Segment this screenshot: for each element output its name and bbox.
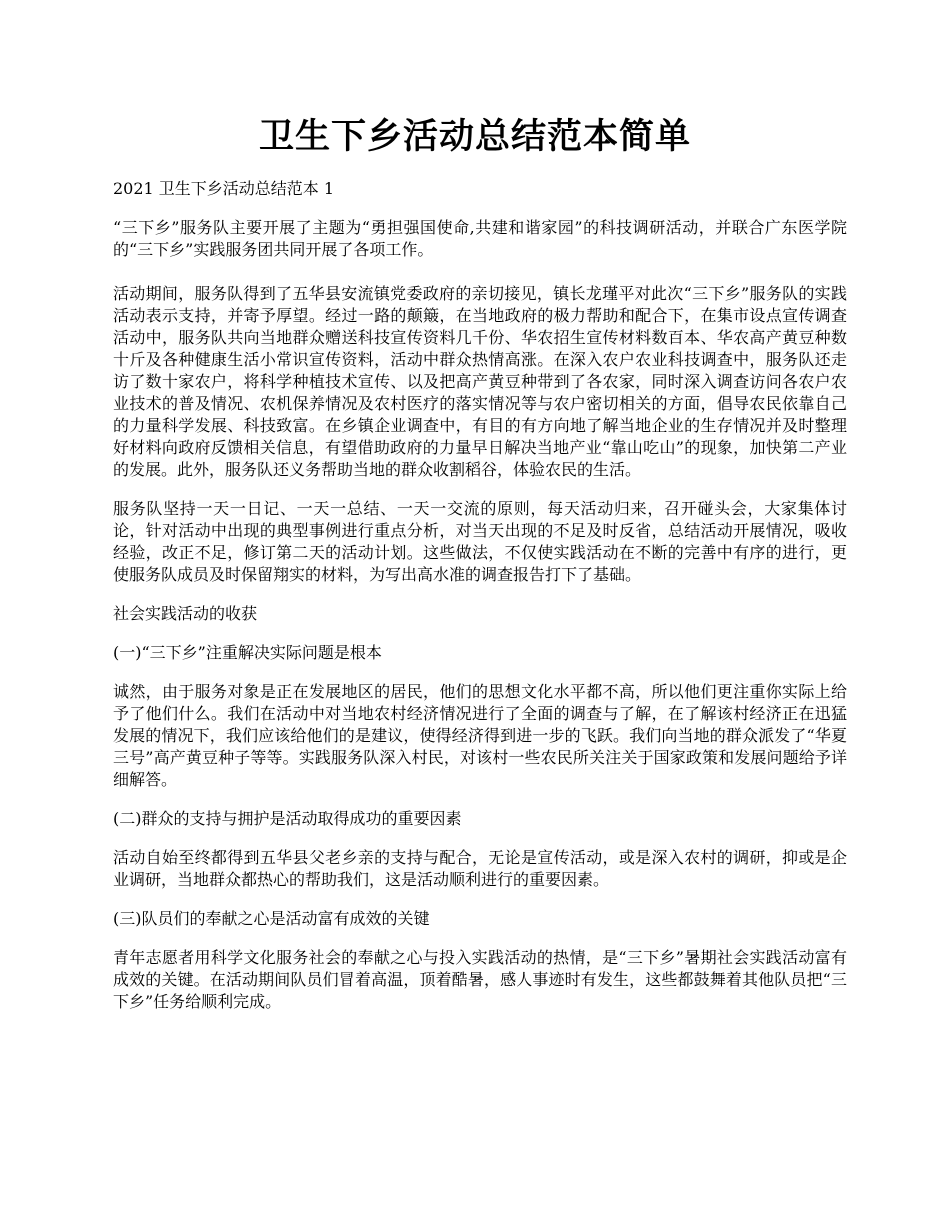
document-subtitle: 2021 卫生下乡活动总结范本 1 — [113, 179, 335, 198]
subsection-heading-2: (二)群众的支持与拥护是活动取得成功的重要因素 — [113, 809, 462, 828]
paragraph-activities: 活动期间，服务队得到了五华县安流镇党委政府的亲切接见，镇长龙瑾平对此次“三下乡”服务队的实践活动表示支持，并寄予厚望。经过一路的颠簸，在当地政府的极力帮助和配合下，在集市设点宣传调查活动中，服务队共向当地群众赠送科技宣传资料几千份、华农招生宣传材料数百本、华农高产黄豆种数十斤及各种健康生活小常识宣传资料，活动中群众热情高涨。在深入农户农业科技调查中，服务队还走访了数十家农户，将科学种植技术宣传、以及把高产黄豆种带到了各农家，同时深入调查访问各农户农业技术的普及情况、农机保养情况及农村医疗的落实情况等与农户密切相关的方面，倡导农民依靠自己的力量科学发展、科技致富。在乡镇企业调查中，有目的有方向地了解当地企业的生存情况并及时整理好材料向政府反馈相关信息，有望借助政府的力量早日解决当地产业“靠山吃山”的现象，加快第二产业的发展。此外，服务队还义务帮助当地的群众收割稻谷，体验农民的生活。 — [113, 284, 847, 479]
paragraph-intro: “三下乡”服务队主要开展了主题为“勇担强国使命,共建和谐家园”的科技调研活动，并联合广东医学院的“三下乡”实践服务团共同开展了各项工作。 — [113, 218, 847, 259]
subsection-heading-1: (一)“三下乡”注重解决实际问题是根本 — [113, 643, 382, 662]
subsection-body-1: 诚然，由于服务对象是正在发展地区的居民，他们的思想文化水平都不高，所以他们更注重你实际上给予了他们什么。我们在活动中对当地农村经济情况进行了全面的调查与了解，在了解该村经济正在迅猛发展的情况下，我们应该给他们的是建议，使得经济得到进一步的飞跃。我们向当地的群众派发了“华夏三号”高产黄豆种子等等。实践服务队深入村民，对该村一些农民所关注关于国家政策和发展问题给予详细解答。 — [113, 682, 847, 789]
subsection-body-2: 活动自始至终都得到五华县父老乡亲的支持与配合，无论是宣传活动，或是深入农村的调研，抑或是企业调研，当地群众都热心的帮助我们，这是活动顺利进行的重要因素。 — [113, 848, 847, 889]
subsection-body-3: 青年志愿者用科学文化服务社会的奉献之心与投入实践活动的热情，是“三下乡”暑期社会实践活动富有成效的关键。在活动期间队员们冒着高温，顶着酷暑，感人事迹时有发生，这些都鼓舞着其他队员把“三下乡”任务给顺利完成。 — [113, 948, 847, 1011]
paragraph-principles: 服务队坚持一天一日记、一天一总结、一天一交流的原则，每天活动归来，召开碰头会，大家集体讨论，针对活动中出现的典型事例进行重点分析，对当天出现的不足及时反省，总结活动开展情况，吸收经验，改正不足，修订第二天的活动计划。这些做法，不仅使实践活动在不断的完善中有序的进行，更使服务队成员及时保留翔实的材料，为写出高水准的调查报告打下了基础。 — [113, 499, 847, 584]
section-heading-gains: 社会实践活动的收获 — [113, 604, 258, 623]
document-body — [113, 178, 847, 1030]
subsection-heading-3: (三)队员们的奉献之心是活动富有成效的关键 — [113, 909, 430, 928]
document-title: 卫生下乡活动总结范本简单 — [258, 116, 691, 157]
